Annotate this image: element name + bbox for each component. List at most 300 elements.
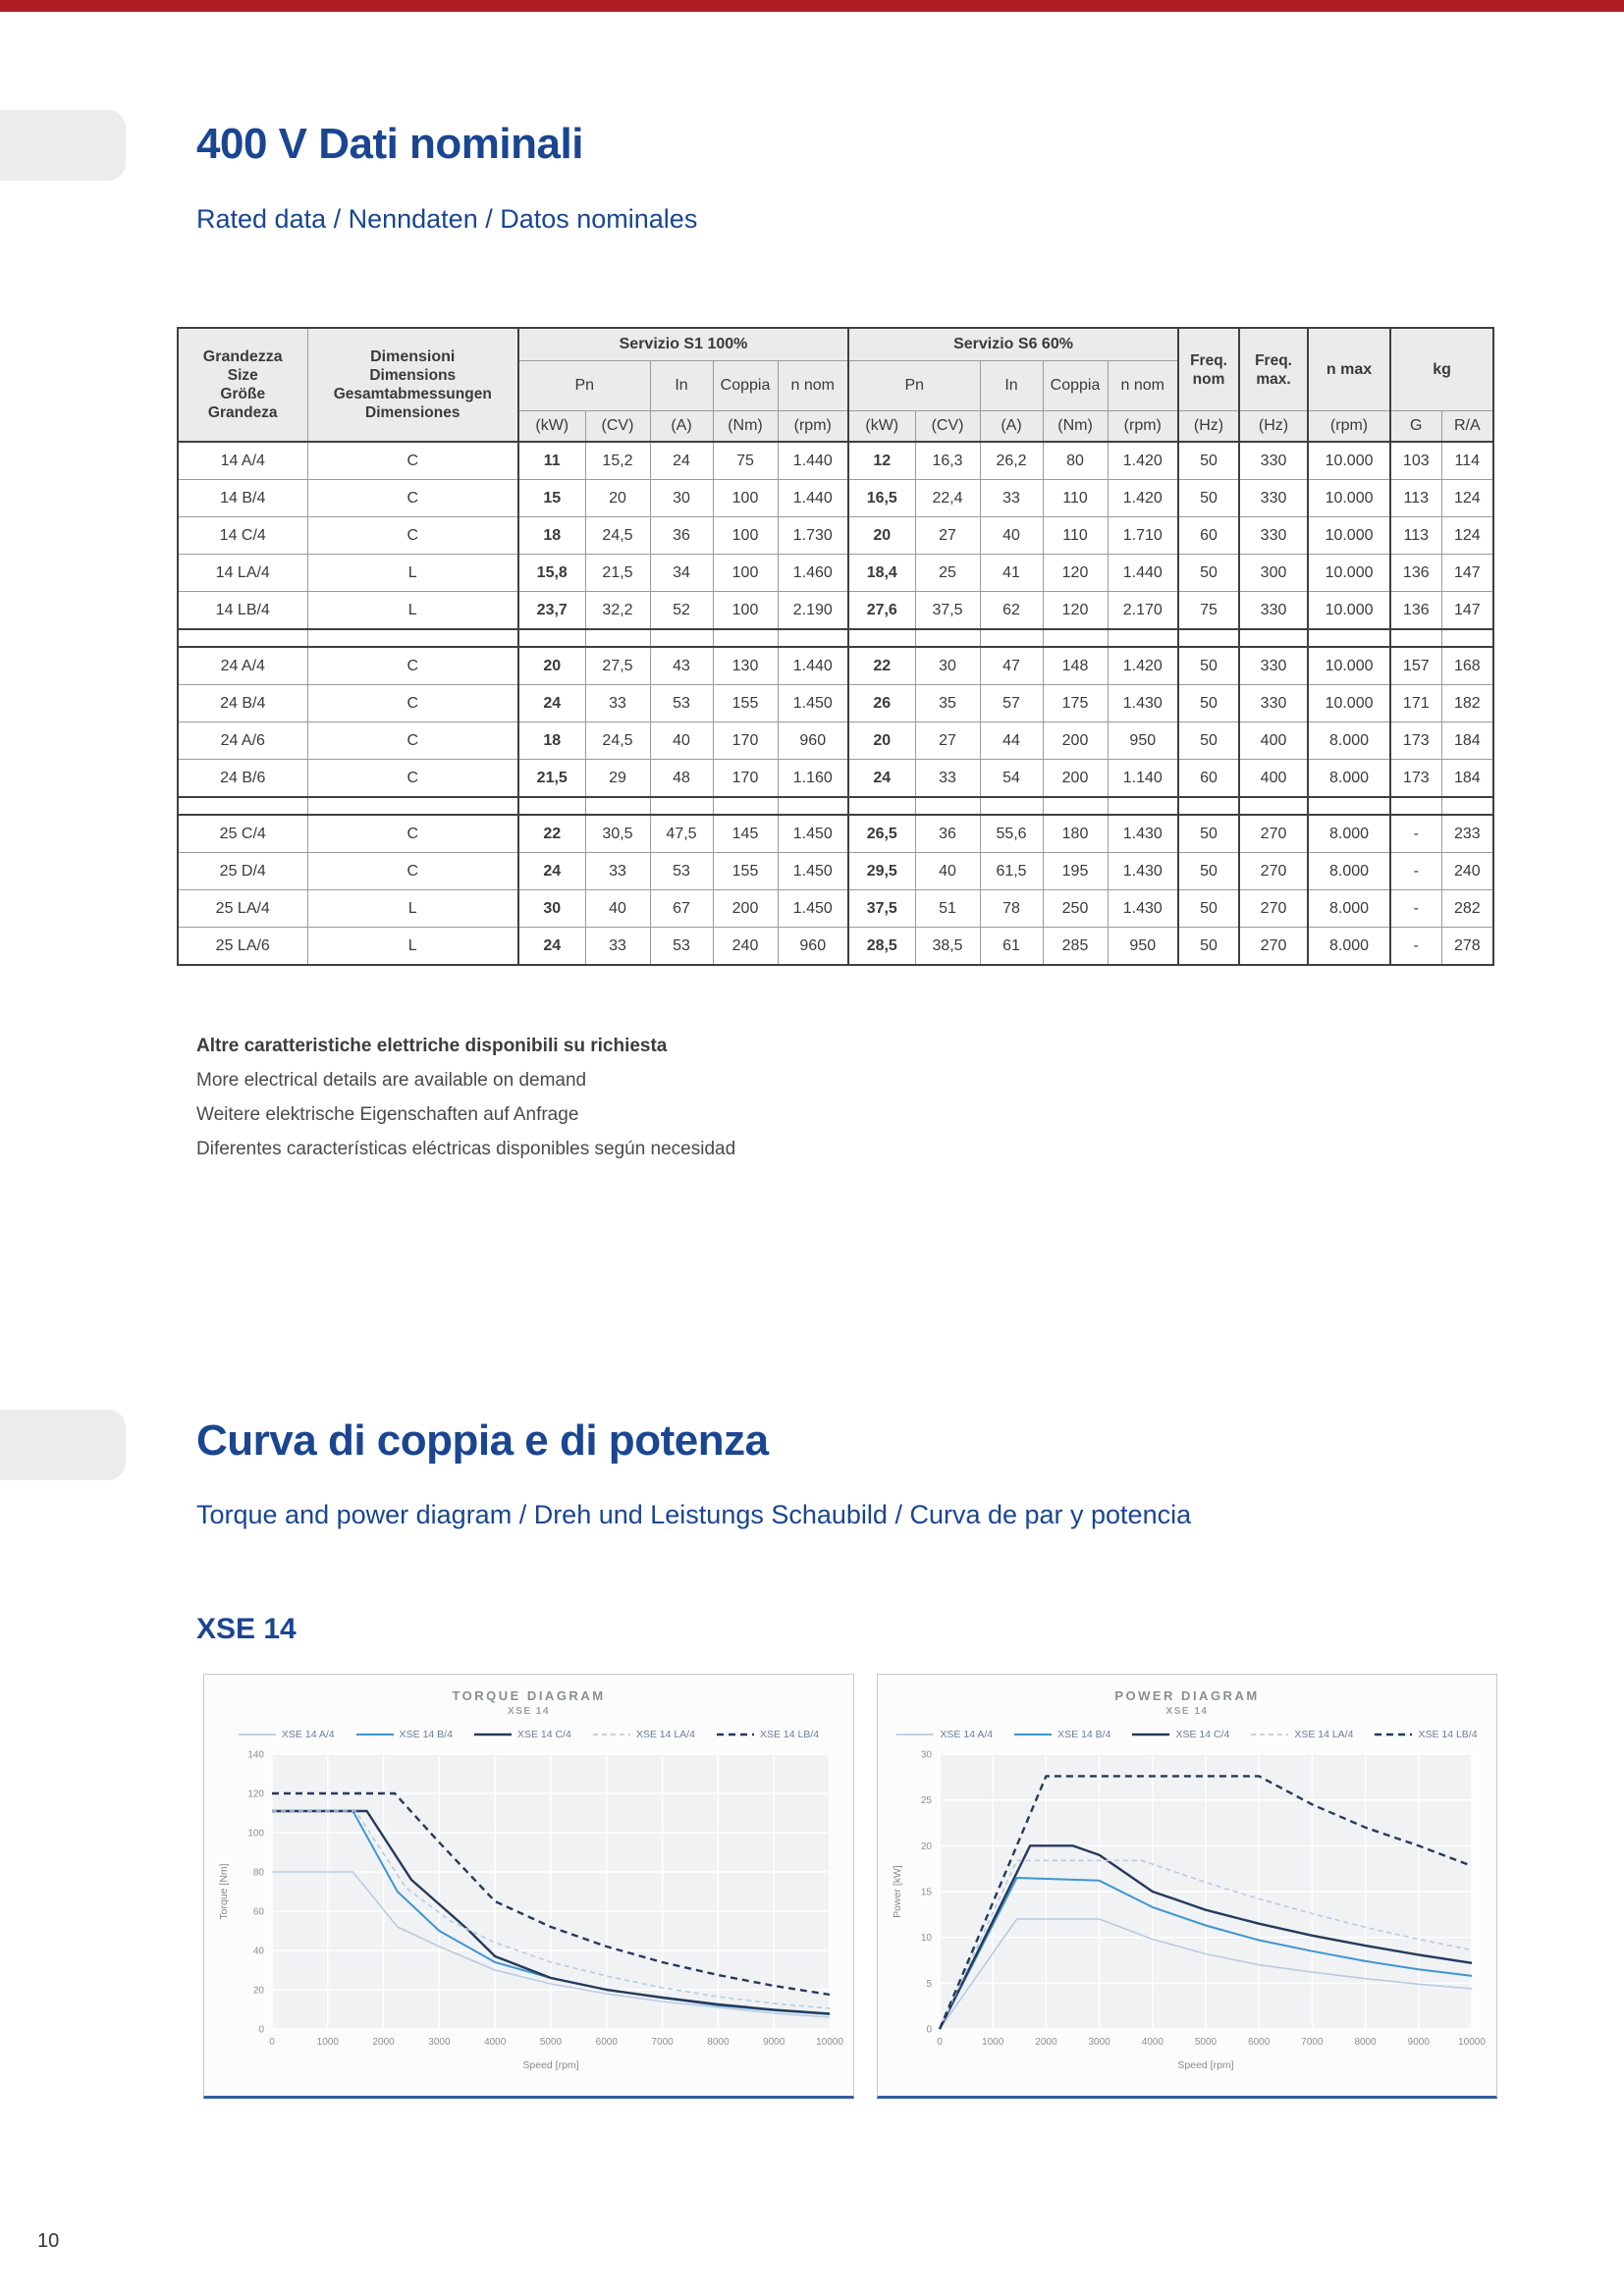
table-cell: 184 [1441,760,1493,798]
table-cell: 14 A/4 [178,442,307,480]
table-cell: 47,5 [650,815,713,853]
legend-label: XSE 14 LA/4 [635,1729,695,1740]
table-cell: 20 [848,517,915,555]
table-cell: 53 [650,853,713,890]
table-cell: 50 [1178,722,1239,760]
table-cell: 168 [1441,647,1493,685]
table-cell: 1.430 [1108,853,1178,890]
chart-title: TORQUE DIAGRAM [452,1688,606,1703]
table-cell: 1.450 [778,685,848,722]
header-coppia-s1: Coppia [713,361,778,411]
table-row [178,685,1493,722]
unit-nm: (Nm) [713,411,778,443]
table-cell: C [307,760,518,798]
table-cell: 57 [980,685,1043,722]
svg-text:15: 15 [920,1887,932,1898]
table-body [178,442,1493,965]
table-cell: 175 [1043,685,1108,722]
table-cell: 136 [1390,555,1441,592]
svg-text:80: 80 [252,1867,264,1879]
legend-item [1251,1729,1353,1740]
svg-text:60: 60 [252,1906,264,1918]
table-cell: 32,2 [585,592,650,630]
unit-nm: (Nm) [1043,411,1108,443]
svg-text:Torque [Nm]: Torque [Nm] [217,1863,230,1920]
legend-label: XSE 14 C/4 [1175,1729,1230,1740]
svg-text:20: 20 [252,1985,264,1997]
table-cell: 1.420 [1108,480,1178,517]
table-cell: 8.000 [1308,760,1390,798]
header-nnom-s6: n nom [1108,361,1178,411]
table-cell: 21,5 [585,555,650,592]
table-cell: 200 [713,890,778,928]
table-row [178,760,1493,798]
svg-text:120: 120 [246,1789,264,1800]
table-cell: C [307,480,518,517]
table-row [178,517,1493,555]
legend-item [717,1729,819,1740]
table-cell: 25 D/4 [178,853,307,890]
legend-line-sample [593,1732,630,1737]
table-cell: 14 B/4 [178,480,307,517]
table-cell: 1.460 [778,555,848,592]
table-cell: 1.430 [1108,685,1178,722]
table-cell: 124 [1441,480,1493,517]
svg-text:7000: 7000 [650,2037,674,2048]
table-cell: 270 [1239,928,1308,966]
table-cell: C [307,685,518,722]
svg-text:9000: 9000 [762,2037,785,2048]
table-cell: 10.000 [1308,517,1390,555]
table-cell: 157 [1390,647,1441,685]
table-cell: 2.190 [778,592,848,630]
table-cell: 50 [1178,442,1239,480]
legend-item [356,1729,453,1740]
table-cell: 22 [518,815,585,853]
table-cell: 53 [650,685,713,722]
table-cell: 54 [980,760,1043,798]
table-row [178,815,1493,853]
table-cell: C [307,722,518,760]
header-in-s1: In [650,361,713,411]
table-cell: 10.000 [1308,685,1390,722]
unit-a: (A) [650,411,713,443]
table-cell: 40 [650,722,713,760]
svg-text:10000: 10000 [815,2037,843,2048]
table-cell: 155 [713,853,778,890]
table-cell: 40 [585,890,650,928]
svg-text:3000: 3000 [1088,2037,1110,2048]
table-cell: 36 [650,517,713,555]
table-cell: 47 [980,647,1043,685]
table-cell: 120 [1043,592,1108,630]
svg-text:6000: 6000 [595,2037,618,2048]
svg-text:7000: 7000 [1301,2037,1324,2048]
table-cell: 1.440 [1108,555,1178,592]
table-cell: 8.000 [1308,853,1390,890]
legend-label: XSE 14 LB/4 [1418,1729,1478,1740]
table-cell: 26 [848,685,915,722]
table-cell: 14 LA/4 [178,555,307,592]
table-cell: 270 [1239,853,1308,890]
torque-plot-svg [215,1746,843,2080]
chart-legend [878,1727,1496,1742]
table-cell: C [307,517,518,555]
table-cell: 22 [848,647,915,685]
table-cell: C [307,815,518,853]
header-pn-s1: Pn [518,361,650,411]
table-cell: 278 [1441,928,1493,966]
table-cell: 30 [518,890,585,928]
unit-a: (A) [980,411,1043,443]
table-cell: 950 [1108,928,1178,966]
table-cell: 2.170 [1108,592,1178,630]
unit-cv: (CV) [915,411,980,443]
table-cell: L [307,555,518,592]
table-cell: 120 [1043,555,1108,592]
table-cell: 60 [1178,760,1239,798]
table-cell: 20 [585,480,650,517]
svg-text:0: 0 [268,2037,275,2048]
table-cell: 1.420 [1108,442,1178,480]
table-cell: 180 [1043,815,1108,853]
table-cell: 24 B/6 [178,760,307,798]
unit-rpm: (rpm) [778,411,848,443]
table-cell: 34 [650,555,713,592]
svg-text:5000: 5000 [1194,2037,1218,2048]
table-cell: 10.000 [1308,442,1390,480]
header-ra: R/A [1441,411,1493,443]
table-cell: 27 [915,517,980,555]
table-cell: 21,5 [518,760,585,798]
table-cell: 23,7 [518,592,585,630]
svg-text:0: 0 [926,2024,932,2036]
table-cell: 330 [1239,517,1308,555]
notes-block [196,1029,735,1166]
table-cell: 22,4 [915,480,980,517]
unit-rpm: (rpm) [1108,411,1178,443]
header-g: G [1390,411,1441,443]
table-cell: 50 [1178,647,1239,685]
table-cell: 100 [713,480,778,517]
section-title: Curva di coppia e di potenza [196,1416,769,1465]
table-cell: 44 [980,722,1043,760]
table-cell: 16,3 [915,442,980,480]
legend-line-sample [1132,1732,1169,1737]
note-line: Altre caratteristiche elettriche disponibili su richiesta [196,1036,668,1056]
table-cell: 14 C/4 [178,517,307,555]
note-line: Weitere elektrische Eigenschaften auf Anfrage [196,1104,579,1125]
table-cell: 300 [1239,555,1308,592]
table-cell: 400 [1239,760,1308,798]
table-row [178,647,1493,685]
table-cell: 28,5 [848,928,915,966]
table-cell: 155 [713,685,778,722]
legend-line-sample [896,1732,934,1737]
legend-item [896,1729,993,1740]
table-cell: 400 [1239,722,1308,760]
table-cell: 27,6 [848,592,915,630]
table-cell: 29 [585,760,650,798]
table-cell: 24 [848,760,915,798]
legend-label: XSE 14 A/4 [281,1729,335,1740]
table-cell: 20 [848,722,915,760]
table-cell: 51 [915,890,980,928]
table-cell: 10.000 [1308,592,1390,630]
note-line: Diferentes características eléctricas disponibles según necesidad [196,1139,736,1159]
table-cell: L [307,890,518,928]
svg-text:140: 140 [246,1749,264,1761]
table-cell: 113 [1390,480,1441,517]
table-cell: 37,5 [915,592,980,630]
note-line: More electrical details are available on demand [196,1070,587,1091]
header-pn-s6: Pn [848,361,980,411]
table-cell: 170 [713,722,778,760]
svg-text:Speed [rpm]: Speed [rpm] [521,2059,579,2071]
legend-item [474,1729,571,1740]
table-cell: 30 [915,647,980,685]
legend-item [239,1729,335,1740]
table-cell: 148 [1043,647,1108,685]
page-number: 10 [37,2230,60,2252]
table-cell: 24 [518,853,585,890]
header-n-max: n max [1308,328,1390,411]
chart-subtitle: XSE 14 [508,1706,550,1717]
section-subtitle: Torque and power diagram / Dreh und Leistungs Schaubild / Curva de par y potencia [196,1500,1192,1529]
svg-text:8000: 8000 [1354,2037,1377,2048]
table-cell: 330 [1239,592,1308,630]
table-cell: 53 [650,928,713,966]
header-kg: kg [1390,328,1493,411]
table-cell: - [1390,815,1441,853]
table-cell: 170 [713,760,778,798]
table-cell: 950 [1108,722,1178,760]
svg-text:3000: 3000 [427,2037,451,2048]
table-cell: 1.420 [1108,647,1178,685]
table-cell: 8.000 [1308,722,1390,760]
table-cell: 10.000 [1308,555,1390,592]
table-cell: 33 [980,480,1043,517]
table-cell: 145 [713,815,778,853]
table-cell: 1.140 [1108,760,1178,798]
table-cell: 50 [1178,480,1239,517]
svg-text:2000: 2000 [1035,2037,1057,2048]
table-cell: 182 [1441,685,1493,722]
svg-text:25: 25 [920,1795,932,1807]
table-cell: 330 [1239,442,1308,480]
legend-label: XSE 14 LA/4 [1294,1729,1354,1740]
legend-label: XSE 14 LB/4 [759,1729,820,1740]
power-plot-svg [889,1746,1486,2080]
legend-label: XSE 14 B/4 [1057,1729,1111,1740]
table-cell: 24 B/4 [178,685,307,722]
table-cell: 40 [915,853,980,890]
table-cell: 240 [1441,853,1493,890]
svg-text:0: 0 [257,2024,264,2036]
table-cell: 43 [650,647,713,685]
svg-text:40: 40 [252,1946,264,1957]
table-cell: 35 [915,685,980,722]
svg-text:2000: 2000 [371,2037,395,2048]
table-cell: 24 [650,442,713,480]
table-cell: 103 [1390,442,1441,480]
table-cell: 200 [1043,722,1108,760]
table-cell: 270 [1239,815,1308,853]
table-cell: C [307,853,518,890]
svg-text:Power [kW]: Power [kW] [892,1865,903,1918]
table-cell: 124 [1441,517,1493,555]
table-cell: 330 [1239,685,1308,722]
table-cell: 1.450 [778,890,848,928]
header-in-s6: In [980,361,1043,411]
table-cell: 233 [1441,815,1493,853]
legend-line-sample [717,1732,754,1737]
table-cell: 136 [1390,592,1441,630]
table-cell: 24,5 [585,517,650,555]
table-cell: - [1390,890,1441,928]
legend-label: XSE 14 B/4 [399,1729,453,1740]
table-cell: 330 [1239,647,1308,685]
table-cell: 1.450 [778,815,848,853]
table-cell: 20 [518,647,585,685]
table-cell: L [307,592,518,630]
table-cell: 285 [1043,928,1108,966]
table-cell: 1.440 [778,442,848,480]
section-tab [0,1410,126,1480]
table-cell: - [1390,853,1441,890]
table-cell: 33 [915,760,980,798]
table-cell: 11 [518,442,585,480]
table-cell: 37,5 [848,890,915,928]
table-cell: 1.440 [778,647,848,685]
header-nnom-s1: n nom [778,361,848,411]
table-cell: 55,6 [980,815,1043,853]
table-cell: 26,5 [848,815,915,853]
table-cell: 60 [1178,517,1239,555]
table-cell: 24 A/6 [178,722,307,760]
svg-text:10: 10 [920,1933,932,1945]
svg-text:1000: 1000 [316,2037,339,2048]
table-cell: 41 [980,555,1043,592]
table-cell: 240 [713,928,778,966]
table-cell: 113 [1390,517,1441,555]
table-cell: 1.710 [1108,517,1178,555]
unit-cv: (CV) [585,411,650,443]
svg-text:4000: 4000 [1141,2037,1164,2048]
svg-text:0: 0 [937,2037,943,2048]
table-row [178,928,1493,966]
table-cell: 61 [980,928,1043,966]
table-cell: 110 [1043,517,1108,555]
table-row [178,853,1493,890]
section-tab [0,110,126,181]
unit-kw: (kW) [518,411,585,443]
table-row [178,442,1493,480]
svg-text:5000: 5000 [539,2037,562,2048]
unit-hz: (Hz) [1239,411,1308,443]
table-cell: 27 [915,722,980,760]
chart-title: POWER DIAGRAM [1114,1688,1260,1703]
header-coppia-s6: Coppia [1043,361,1108,411]
table-cell: 130 [713,647,778,685]
model-label: XSE 14 [196,1613,297,1645]
header-freq-max: Freq. max. [1239,328,1308,411]
table-cell: 40 [980,517,1043,555]
table-cell: 184 [1441,722,1493,760]
table-cell: 75 [713,442,778,480]
legend-line-sample [1375,1732,1412,1737]
table-cell: 173 [1390,722,1441,760]
page-subtitle: Rated data / Nenndaten / Datos nominales [196,204,698,234]
header-service-s1: Servizio S1 100% [518,328,848,361]
table-cell: 15,2 [585,442,650,480]
table-cell: 33 [585,928,650,966]
table-cell: 282 [1441,890,1493,928]
table-cell: 14 LB/4 [178,592,307,630]
table-cell: 67 [650,890,713,928]
table-cell: 100 [713,555,778,592]
table-cell: 8.000 [1308,815,1390,853]
page-title: 400 V Dati nominali [196,120,583,168]
header-size: Grandezza Size Größe Grandeza [178,328,307,442]
svg-text:6000: 6000 [1248,2037,1271,2048]
table-cell: 147 [1441,555,1493,592]
table-cell: 27,5 [585,647,650,685]
table-row [178,890,1493,928]
header-dimensions: Dimensioni Dimensions Gesamtabmessungen Dimensiones [307,328,518,442]
table-cell: 30 [650,480,713,517]
legend-label: XSE 14 A/4 [940,1729,994,1740]
power-chart [877,1674,1497,2099]
table-cell: 15 [518,480,585,517]
separator-row [178,629,1493,647]
table-cell: 36 [915,815,980,853]
table-cell: 12 [848,442,915,480]
table-cell: 114 [1441,442,1493,480]
table-cell: 110 [1043,480,1108,517]
table-cell: 50 [1178,815,1239,853]
torque-chart [203,1674,854,2099]
table-cell: 50 [1178,685,1239,722]
table-cell: L [307,928,518,966]
table-cell: 25 LA/4 [178,890,307,928]
table-cell: 30,5 [585,815,650,853]
top-accent-bar [0,0,1624,12]
svg-text:4000: 4000 [483,2037,506,2048]
table-cell: 960 [778,722,848,760]
table-cell: 195 [1043,853,1108,890]
rated-data-table-wrap [177,327,1494,966]
table-cell: 15,8 [518,555,585,592]
legend-line-sample [1014,1732,1052,1737]
svg-text:8000: 8000 [706,2037,730,2048]
table-cell: 29,5 [848,853,915,890]
table-cell: 48 [650,760,713,798]
table-row [178,480,1493,517]
table-cell: 24 [518,928,585,966]
rated-data-table [177,327,1494,966]
table-cell: 50 [1178,853,1239,890]
table-cell: C [307,442,518,480]
table-cell: 80 [1043,442,1108,480]
table-cell: 18 [518,517,585,555]
table-cell: 61,5 [980,853,1043,890]
table-cell: 26,2 [980,442,1043,480]
table-cell: 75 [1178,592,1239,630]
svg-text:100: 100 [246,1828,264,1840]
table-cell: 25 [915,555,980,592]
legend-item [1132,1729,1229,1740]
